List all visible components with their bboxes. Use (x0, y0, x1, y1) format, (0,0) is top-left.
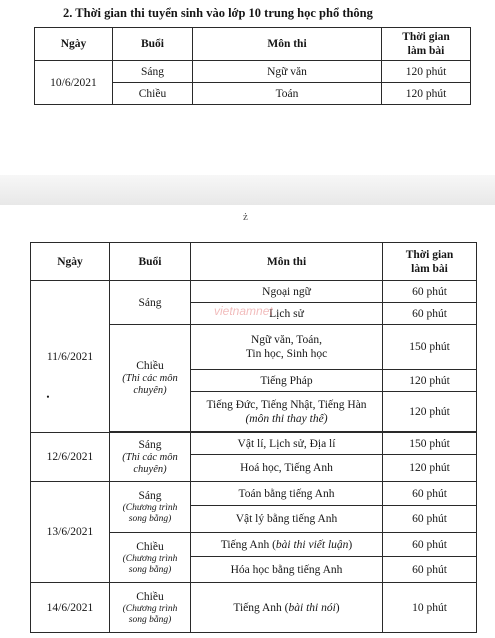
header-duration: Thời gian làm bài (382, 28, 471, 61)
header-duration: Thời gian làm bài (383, 243, 477, 281)
table-row (31, 482, 477, 506)
session-cell: Sáng (Thi các môn chuyên) (110, 433, 191, 482)
table-header-row (35, 28, 471, 61)
table-header-row (31, 243, 477, 281)
subject-cell: Vật lí, Lịch sử, Địa lí (191, 433, 383, 455)
duration-cell: 120 phút (383, 455, 477, 482)
header-subject: Môn thi (193, 28, 382, 61)
page-gap (0, 175, 495, 205)
duration-cell: 60 phút (383, 506, 477, 533)
duration-cell: 60 phút (383, 557, 477, 583)
subject-cell: Lịch sử (191, 303, 383, 325)
table-row (31, 281, 477, 303)
subject-cell: Tiếng Anh (bài thi nói) (191, 583, 383, 633)
watermark-logo: vietnamnet (214, 304, 273, 318)
day-cell: 10/6/2021 (35, 61, 113, 105)
header-day: Ngày (31, 243, 110, 281)
session-cell: Chiều (Chương trình song bằng) (110, 583, 191, 633)
duration-cell: 60 phút (383, 281, 477, 303)
stray-mark: ż (243, 211, 248, 223)
exam-schedule-table-grade10 (34, 27, 471, 105)
subject-cell: Hóa học bằng tiếng Anh (191, 557, 383, 583)
header-day: Ngày (35, 28, 113, 61)
session-cell: Chiều (Chương trình song bằng) (110, 533, 191, 583)
subject-cell: Vật lý bằng tiếng Anh (191, 506, 383, 533)
session-cell: Chiều (113, 83, 193, 105)
table-row (31, 583, 477, 633)
duration-cell: 150 phút (383, 433, 477, 455)
subject-cell: Hoá học, Tiếng Anh (191, 455, 383, 482)
duration-cell: 120 phút (383, 392, 477, 432)
header-session: Buổi (113, 28, 193, 61)
session-cell: Chiều (Thi các môn chuyên) (110, 325, 191, 432)
session-cell: Sáng (110, 281, 191, 325)
duration-cell: 60 phút (383, 482, 477, 506)
duration-cell: 10 phút (383, 583, 477, 633)
subject-cell: Tiếng Đức, Tiếng Nhật, Tiếng Hàn (môn thi thay thế) (191, 392, 383, 432)
duration-cell: 60 phút (383, 303, 477, 325)
duration-cell: 150 phút (383, 325, 477, 370)
day-cell: 12/6/2021 (31, 433, 110, 482)
subject-cell: Tiếng Pháp (191, 370, 383, 392)
subject-cell: Ngoại ngữ (191, 281, 383, 303)
table-row (31, 433, 477, 455)
duration-cell: 120 phút (382, 61, 471, 83)
subject-cell: Tiếng Anh (bài thi viết luận) (191, 533, 383, 557)
duration-cell: 60 phút (383, 533, 477, 557)
day-cell: 11/6/2021 • (31, 281, 110, 433)
day-cell: 13/6/2021 (31, 482, 110, 583)
subject-cell: Ngữ văn (193, 61, 382, 83)
subject-cell: Ngữ văn, Toán, Tin học, Sinh học (191, 325, 383, 370)
section-title: 2. Thời gian thi tuyển sinh vào lớp 10 trung học phổ thông (63, 6, 373, 20)
duration-cell: 120 phút (383, 370, 477, 392)
header-subject: Môn thi (191, 243, 383, 281)
header-session: Buổi (110, 243, 191, 281)
exam-schedule-table-specialized (30, 242, 477, 633)
table-row (35, 61, 471, 83)
subject-cell: Toán (193, 83, 382, 105)
duration-cell: 120 phút (382, 83, 471, 105)
day-cell: 14/6/2021 (31, 583, 110, 633)
session-cell: Sáng (113, 61, 193, 83)
session-cell: Sáng (Chương trình song bằng) (110, 482, 191, 533)
subject-cell: Toán bằng tiếng Anh (191, 482, 383, 506)
